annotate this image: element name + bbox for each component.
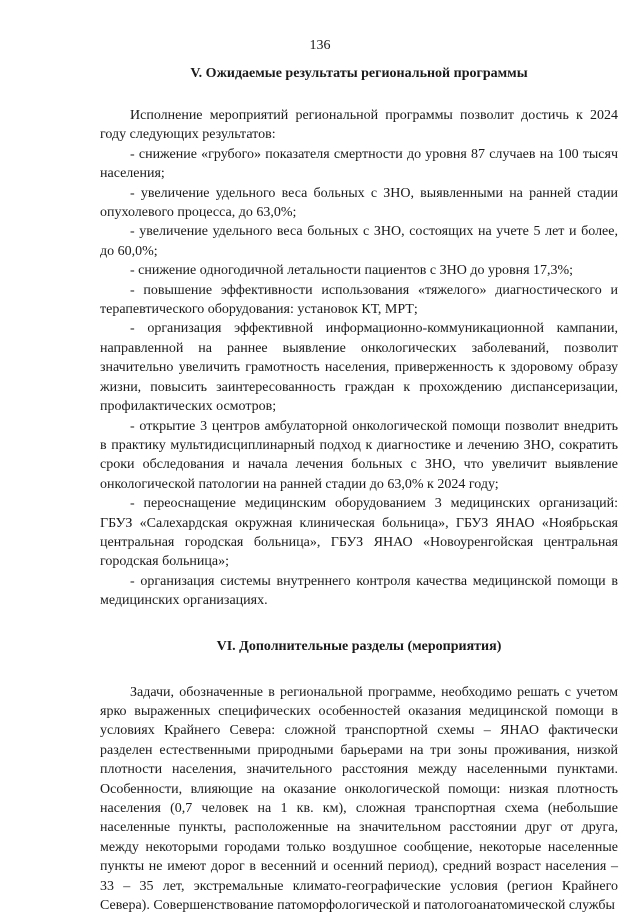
section-6-paragraph: Задачи, обозначенные в региональной программе, необходимо решать с учетом ярко выраженных специфических особенностей оказания медицинской помощи в условиях Крайнего Севера: сложной транспортной схемы – ЯНАО фактически разделен естественными природными барьерами на три зоны проживания, низкой плотности населения, значительного расстояния между населенными пунктами. Особенности, влияющие на оказание онкологической помощи: низкая плотность населения (0,7 человек на 1 кв. км), сложная транспортная схема (небольшие населенные пункты, расположенные на значительном расстоянии друг от друга, между некоторыми городами только воздушное сообщение, некоторые населенные пункты не имеют дорог в весенний и осенний период), средний возраст населения – 33 – 35 лет, экстремальные климато-географические условия (регион Крайнего Севера). Совершенствование патоморфологической и патологоанатомической службы: [100, 684, 618, 914]
result-item: - увеличение удельного веса больных с ЗНО, выявленными на ранней стадии опухолевого процесса, до 63,0%;: [100, 185, 618, 221]
section-5-heading: V. Ожидаемые результаты региональной программы: [190, 66, 528, 81]
result-item: - переоснащение медицинским оборудованием 3 медицинских организаций: ГБУЗ «Салехардская окружная клиническая больница», ГБУЗ ЯНАО «Ноябрьская центральная городская больница», ГБУЗ ЯНАО «Новоуренгойская центральная городская больница»;: [100, 496, 618, 570]
result-item: - повышение эффективности использования «тяжелого» диагностического и терапевтического оборудования: установок КТ, МРТ;: [100, 282, 618, 318]
page-number: 136: [309, 38, 331, 53]
result-item: - увеличение удельного веса больных с ЗНО, состоящих на учете 5 лет и более, до 60,0%;: [100, 224, 618, 259]
page-content: [100, 60, 618, 915]
result-item: - снижение одногодичной летальности пациентов с ЗНО до уровня 17,3%;: [130, 263, 574, 279]
section-5-intro: Исполнение мероприятий региональной программы позволит достичь к 2024 году следующих результатов:: [100, 108, 618, 143]
result-item: - открытие 3 центров амбулаторной онкологической помощи позволит внедрить в практику мультидисциплинарный подход к диагностике и лечению ЗНО, сократить сроки обследования и начала лечения больных с ЗНО, что увеличит выявление онкологической патологии на ранней стадии до 63,0% к 2024 году;: [100, 418, 618, 492]
result-item: - организация системы внутреннего контроля качества медицинской помощи в медицинских организациях.: [100, 573, 618, 609]
result-item: - организация эффективной информационно-коммуникационной кампании, направленной на раннее выявление онкологических заболеваний, позволит значительно увеличить грамотность населения, приверженность к здоровому образу жизни, повысить заинтересованность граждан к прохождению диспансеризации, профилактических осмотров;: [100, 321, 618, 415]
section-6-heading: VI. Дополнительные разделы (мероприятия): [216, 638, 502, 654]
result-item: - снижение «грубого» показателя смертности до уровня 87 случаев на 100 тысяч населения;: [100, 146, 618, 182]
